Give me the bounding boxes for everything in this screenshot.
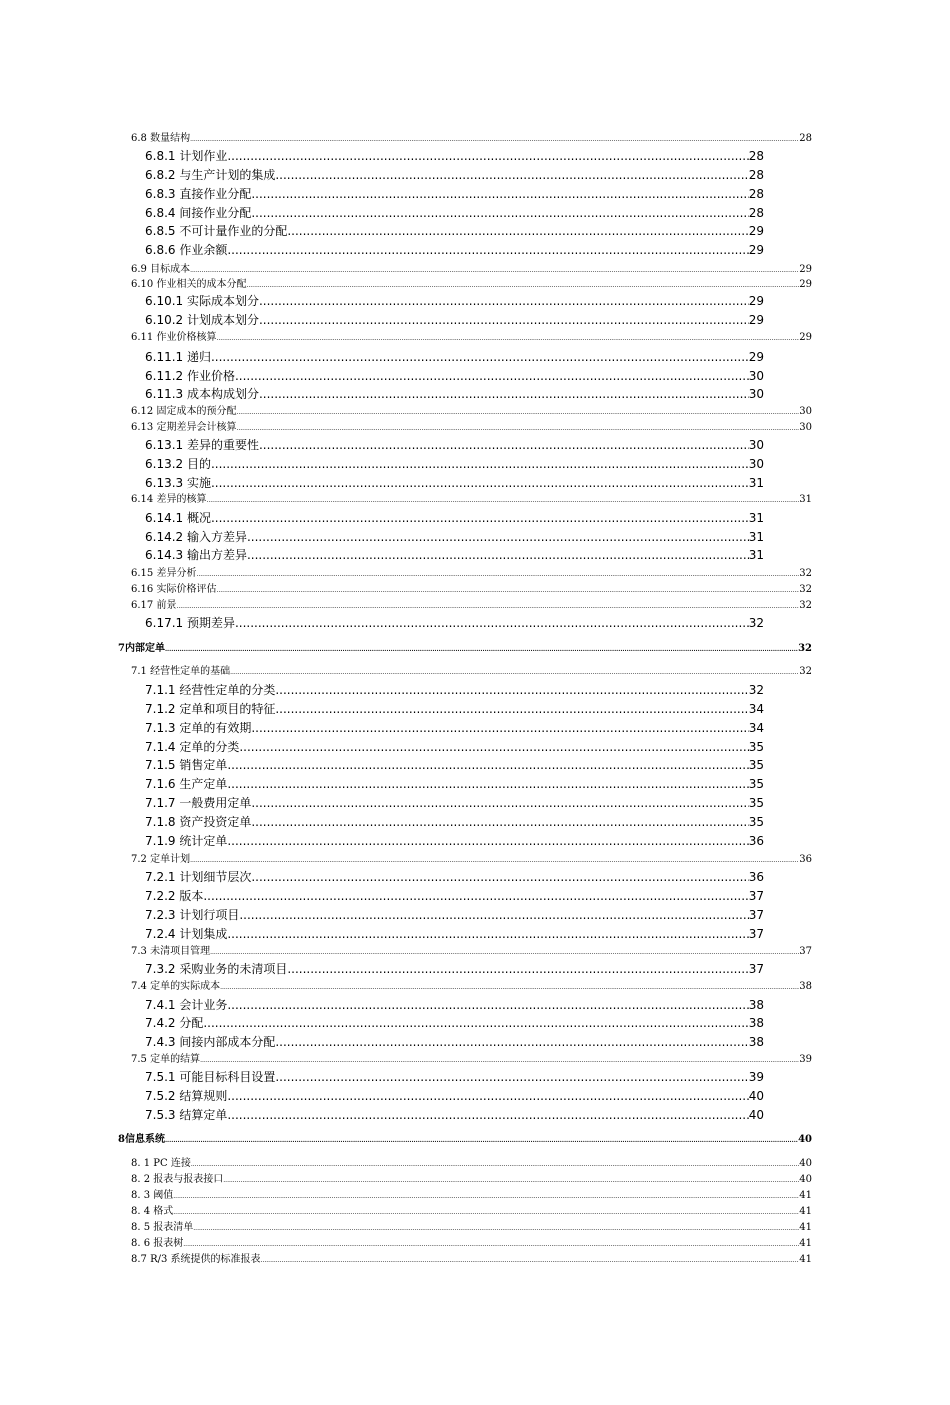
toc-dot-leader xyxy=(251,813,748,832)
toc-page-number: 40 xyxy=(799,1158,812,1169)
toc-subsection[interactable] xyxy=(145,185,764,204)
toc-page-number: 37 xyxy=(748,927,764,941)
toc-subsection[interactable] xyxy=(145,813,764,832)
toc-page-number: 32 xyxy=(799,600,812,611)
toc-dot-leader xyxy=(227,1106,748,1125)
toc-entry-title: 6.8.6 作业余额 xyxy=(145,243,228,257)
toc-section[interactable] xyxy=(131,277,812,292)
toc-dot-leader xyxy=(287,222,748,241)
toc-entry-title: 7.5.1 可能目标科目设置 xyxy=(145,1070,276,1084)
toc-subsection[interactable] xyxy=(145,546,764,565)
toc-subsection[interactable] xyxy=(145,1068,764,1087)
toc-subsection[interactable] xyxy=(145,614,764,633)
toc-entry-title: 6.15 差异分析 xyxy=(131,568,197,579)
toc-page-number: 39 xyxy=(748,1070,764,1084)
toc-entry-title: 6.10.1 实际成本划分 xyxy=(145,294,259,308)
toc-entry-title: 7.4.3 间接内部成本分配 xyxy=(145,1035,276,1049)
toc-section[interactable] xyxy=(131,582,812,597)
toc-page-number: 38 xyxy=(748,1035,764,1049)
toc-entry-title: 7.1.2 定单和项目的特征 xyxy=(145,702,276,716)
toc-subsection[interactable] xyxy=(145,832,764,851)
toc-page-number: 29 xyxy=(748,350,764,364)
toc-entry-title: 6.8.1 计划作业 xyxy=(145,149,228,163)
toc-dot-leader xyxy=(190,132,799,146)
toc-page-number: 38 xyxy=(799,981,812,992)
toc-page-number: 29 xyxy=(748,313,764,327)
toc-entry-title: 6.14 差异的核算 xyxy=(131,494,207,505)
toc-entry-title: 8. 5 报表清单 xyxy=(131,1222,194,1233)
toc-page-number: 29 xyxy=(799,279,812,290)
toc-page-number: 30 xyxy=(748,387,764,401)
toc-entry-title: 6.14.2 输入方差异 xyxy=(145,530,247,544)
toc-dot-leader xyxy=(190,263,799,277)
toc-entry-title: 8. 6 报表树 xyxy=(131,1238,184,1249)
toc-dot-leader xyxy=(227,147,748,166)
toc-entry-title: 7.5.2 结算规则 xyxy=(145,1089,228,1103)
toc-dot-leader xyxy=(275,166,748,185)
toc-chapter-number: 7 xyxy=(118,643,125,654)
toc-dot-leader xyxy=(275,681,748,700)
toc-page-number: 40 xyxy=(748,1108,764,1122)
toc-dot-leader xyxy=(235,367,749,386)
toc-entry-title: 6.8 数量结构 xyxy=(131,133,191,144)
toc-entry-title: 6.8.2 与生产计划的集成 xyxy=(145,168,276,182)
toc-dot-leader xyxy=(259,292,749,311)
toc-dot-leader xyxy=(193,1221,799,1235)
toc-page-number: 29 xyxy=(748,224,764,238)
toc-page-number: 39 xyxy=(799,1054,812,1065)
toc-entry-title: 7.1.7 一般费用定单 xyxy=(145,796,252,810)
toc-subsection[interactable] xyxy=(145,756,764,775)
toc-page-number: 41 xyxy=(799,1238,812,1249)
toc-dot-leader xyxy=(236,405,799,419)
toc-subsection[interactable] xyxy=(145,1033,764,1052)
toc-entry-title: 6.13.3 实施 xyxy=(145,476,211,490)
toc-page-number: 32 xyxy=(799,568,812,579)
toc-page-number: 34 xyxy=(748,721,764,735)
toc-page-number: 29 xyxy=(799,332,812,343)
toc-entry-title: 6.8.3 直接作业分配 xyxy=(145,187,252,201)
toc-dot-leader xyxy=(216,583,799,597)
toc-subsection[interactable] xyxy=(145,925,764,944)
toc-entry-title: 7.2.3 计划行项目 xyxy=(145,908,240,922)
toc-chapter-number: 8 xyxy=(118,1134,125,1145)
toc-subsection[interactable] xyxy=(145,436,764,455)
toc-entry-title: 6.11 作业价格核算 xyxy=(131,332,217,343)
toc-page-number: 31 xyxy=(748,548,764,562)
toc-entry-title: 6.11.2 作业价格 xyxy=(145,369,235,383)
toc-section[interactable] xyxy=(131,131,812,146)
toc-page-number: 31 xyxy=(799,494,812,505)
toc-dot-leader xyxy=(239,738,748,757)
toc-page-number: 32 xyxy=(799,666,812,677)
toc-section[interactable] xyxy=(131,1188,812,1203)
toc-subsection[interactable] xyxy=(145,222,764,241)
toc-dot-leader xyxy=(227,241,748,260)
toc-dot-leader xyxy=(200,1053,799,1067)
toc-entry-title: 7.4 定单的实际成本 xyxy=(131,981,221,992)
toc-page-number: 35 xyxy=(748,758,764,772)
toc-entry-title: 7.1.6 生产定单 xyxy=(145,777,228,791)
toc-entry-title: 8. 3 阈值 xyxy=(131,1190,174,1201)
toc-entry-title: 6.11.3 成本构成划分 xyxy=(145,387,259,401)
toc-entry-title: 7.2 定单计划 xyxy=(131,854,191,865)
toc-dot-leader xyxy=(227,756,748,775)
toc-dot-leader xyxy=(259,311,749,330)
toc-subsection[interactable] xyxy=(145,348,764,367)
toc-subsection[interactable] xyxy=(145,311,764,330)
toc-page-number: 40 xyxy=(748,1089,764,1103)
toc-page-number: 28 xyxy=(748,206,764,220)
toc-dot-leader xyxy=(246,278,799,292)
toc-entry-title: 7.3.2 采购业务的未清项目 xyxy=(145,962,288,976)
toc-subsection[interactable] xyxy=(145,204,764,223)
toc-entry-title: 7.2.4 计划集成 xyxy=(145,927,228,941)
toc-dot-leader xyxy=(211,348,749,367)
toc-dot-leader xyxy=(275,1033,748,1052)
toc-page-number: 32 xyxy=(748,683,764,697)
toc-dot-leader xyxy=(227,832,748,851)
toc-subsection[interactable] xyxy=(145,367,764,386)
toc-dot-leader xyxy=(203,887,748,906)
toc-dot-leader xyxy=(203,1014,748,1033)
toc-dot-leader xyxy=(223,1173,799,1187)
toc-subsection[interactable] xyxy=(145,996,764,1015)
toc-section[interactable] xyxy=(131,979,812,994)
toc-entry-title: 6.13.1 差异的重要性 xyxy=(145,438,259,452)
toc-subsection[interactable] xyxy=(145,292,764,311)
toc-section[interactable] xyxy=(131,330,812,345)
toc-entry-title: 7.2.1 计划细节层次 xyxy=(145,870,252,884)
toc-dot-leader xyxy=(165,1133,798,1148)
toc-subsection[interactable] xyxy=(145,681,764,700)
toc-dot-leader xyxy=(251,185,748,204)
toc-section[interactable] xyxy=(131,598,812,613)
toc-section[interactable] xyxy=(131,1220,812,1235)
toc-page-number: 32 xyxy=(748,616,764,630)
toc-dot-leader xyxy=(173,1189,799,1203)
toc-entry-title: 信息系统 xyxy=(124,1134,165,1145)
toc-entry-title: 6.13.2 目的 xyxy=(145,457,211,471)
toc-page-number: 30 xyxy=(748,457,764,471)
toc-page-number: 30 xyxy=(799,406,812,417)
toc-subsection[interactable] xyxy=(145,960,764,979)
toc-dot-leader xyxy=(227,775,748,794)
toc-page-number: 28 xyxy=(748,187,764,201)
toc-entry-title: 6.17 前景 xyxy=(131,600,177,611)
toc-section[interactable] xyxy=(131,1236,812,1251)
toc-subsection[interactable] xyxy=(145,775,764,794)
toc-dot-leader xyxy=(206,493,799,507)
toc-entry-title: 8. 2 报表与报表接口 xyxy=(131,1174,224,1185)
toc-page-number: 37 xyxy=(748,962,764,976)
toc-dot-leader xyxy=(239,906,748,925)
toc-page-number: 30 xyxy=(799,422,812,433)
toc-dot-leader xyxy=(261,1253,800,1267)
toc-page-number: 40 xyxy=(799,1174,812,1185)
toc-page-number: 36 xyxy=(748,870,764,884)
toc-dot-leader xyxy=(251,794,748,813)
toc-page-number: 31 xyxy=(748,511,764,525)
toc-chapter[interactable] xyxy=(118,1132,812,1148)
toc-page-number: 30 xyxy=(748,438,764,452)
toc-page-number: 28 xyxy=(748,168,764,182)
toc-page-number: 29 xyxy=(799,264,812,275)
toc-dot-leader xyxy=(259,385,749,404)
toc-dot-leader xyxy=(173,1205,799,1219)
toc-entry-title: 7.3 未清项目管理 xyxy=(131,946,211,957)
toc-page-number: 31 xyxy=(748,530,764,544)
toc-subsection[interactable] xyxy=(145,1087,764,1106)
toc-dot-leader xyxy=(227,925,748,944)
toc-entry-title: 6.17.1 预期差异 xyxy=(145,616,235,630)
toc-subsection[interactable] xyxy=(145,166,764,185)
toc-page-number: 37 xyxy=(799,946,812,957)
toc-dot-leader xyxy=(191,1157,799,1171)
toc-dot-leader xyxy=(275,1068,748,1087)
toc-section[interactable] xyxy=(131,1156,812,1171)
toc-subsection[interactable] xyxy=(145,868,764,887)
toc-entry-title: 7.5 定单的结算 xyxy=(131,1054,201,1065)
toc-dot-leader xyxy=(165,642,798,657)
toc-page-number: 41 xyxy=(799,1206,812,1217)
toc-page-number: 28 xyxy=(748,149,764,163)
toc-dot-leader xyxy=(190,853,799,867)
toc-page-number: 38 xyxy=(748,998,764,1012)
toc-dot-leader xyxy=(251,204,748,223)
toc-entry-title: 6.8.5 不可计量作业的分配 xyxy=(145,224,288,238)
toc-dot-leader xyxy=(210,945,799,959)
toc-section[interactable] xyxy=(131,492,812,507)
toc-dot-leader xyxy=(227,1087,748,1106)
toc-dot-leader xyxy=(247,546,749,565)
toc-subsection[interactable] xyxy=(145,719,764,738)
toc-dot-leader xyxy=(220,980,799,994)
toc-entry-title: 6.10.2 计划成本划分 xyxy=(145,313,259,327)
toc-entry-title: 6.14.1 概况 xyxy=(145,511,211,525)
toc-page-number: 29 xyxy=(748,243,764,257)
toc-entry-title: 6.14.3 输出方差异 xyxy=(145,548,247,562)
toc-section[interactable] xyxy=(131,1172,812,1187)
toc-dot-leader xyxy=(216,331,799,345)
toc-page-number: 34 xyxy=(748,702,764,716)
toc-section[interactable] xyxy=(131,262,812,277)
toc-section[interactable] xyxy=(131,1204,812,1219)
toc-page-number: 41 xyxy=(799,1254,812,1265)
toc-subsection[interactable] xyxy=(145,700,764,719)
toc-subsection[interactable] xyxy=(145,738,764,757)
toc-page-number: 28 xyxy=(799,133,812,144)
toc-dot-leader xyxy=(251,719,748,738)
toc-entry-title: 6.8.4 间接作业分配 xyxy=(145,206,252,220)
toc-page-number: 36 xyxy=(748,834,764,848)
toc-page-number: 32 xyxy=(799,584,812,595)
toc-dot-leader xyxy=(251,868,748,887)
toc-page-number: 37 xyxy=(748,889,764,903)
toc-page-number: 35 xyxy=(748,815,764,829)
toc-page-number: 35 xyxy=(748,777,764,791)
toc-entry-title: 7.5.3 结算定单 xyxy=(145,1108,228,1122)
toc-entry-title: 6.12 固定成本的预分配 xyxy=(131,406,237,417)
toc-subsection[interactable] xyxy=(145,1014,764,1033)
toc-chapter[interactable] xyxy=(118,641,812,657)
toc-dot-leader xyxy=(275,700,748,719)
toc-subsection[interactable] xyxy=(145,887,764,906)
toc-entry-title: 7.4.2 分配 xyxy=(145,1016,204,1030)
toc-entry-title: 7.4.1 会计业务 xyxy=(145,998,228,1012)
toc-subsection[interactable] xyxy=(145,794,764,813)
toc-page-number: 36 xyxy=(799,854,812,865)
toc-page-number: 31 xyxy=(748,476,764,490)
toc-section[interactable] xyxy=(131,1252,812,1267)
toc-entry-title: 6.9 目标成本 xyxy=(131,264,191,275)
toc-page-number: 41 xyxy=(799,1222,812,1233)
toc-entry-title: 7.1.8 资产投资定单 xyxy=(145,815,252,829)
toc-page-number: 38 xyxy=(748,1016,764,1030)
toc-section[interactable] xyxy=(131,664,812,679)
toc-page-number: 30 xyxy=(748,369,764,383)
toc-entry-title: 7.1.4 定单的分类 xyxy=(145,740,240,754)
toc-page-number: 35 xyxy=(748,796,764,810)
toc-entry-title: 6.13 定期差异会计核算 xyxy=(131,422,237,433)
toc-dot-leader xyxy=(287,960,748,979)
toc-entry-title: 6.11.1 递归 xyxy=(145,350,211,364)
toc-entry-title: 7.1.9 统计定单 xyxy=(145,834,228,848)
toc-dot-leader xyxy=(176,599,799,613)
toc-entry-title: 7.1.5 销售定单 xyxy=(145,758,228,772)
toc-entry-title: 8. 4 格式 xyxy=(131,1206,174,1217)
toc-page-number: 41 xyxy=(799,1190,812,1201)
toc-page-number: 40 xyxy=(798,1134,812,1145)
toc-dot-leader xyxy=(196,567,799,581)
toc-dot-leader xyxy=(236,421,799,435)
toc-entry-title: 7.1.3 定单的有效期 xyxy=(145,721,252,735)
toc-dot-leader xyxy=(230,665,799,679)
toc-dot-leader xyxy=(227,996,748,1015)
toc-entry-title: 7.2.2 版本 xyxy=(145,889,204,903)
toc-page-number: 29 xyxy=(748,294,764,308)
toc-entry-title: 6.16 实际价格评估 xyxy=(131,584,217,595)
toc-entry-title: 8. 1 PC 连接 xyxy=(131,1158,191,1169)
toc-dot-leader xyxy=(247,528,749,547)
toc-section[interactable] xyxy=(131,944,812,959)
toc-section[interactable] xyxy=(131,566,812,581)
toc-page-number: 32 xyxy=(798,643,812,654)
toc-entry-title: 8.7 R/3 系统提供的标准报表 xyxy=(131,1254,261,1265)
toc-entry-title: 7.1.1 经营性定单的分类 xyxy=(145,683,276,697)
toc-dot-leader xyxy=(211,474,749,493)
toc-subsection[interactable] xyxy=(145,509,764,528)
toc-section[interactable] xyxy=(131,852,812,867)
toc-dot-leader xyxy=(211,509,749,528)
toc-subsection[interactable] xyxy=(145,147,764,166)
toc-section[interactable] xyxy=(131,420,812,435)
toc-section[interactable] xyxy=(131,404,812,419)
toc-entry-title: 6.10 作业相关的成本分配 xyxy=(131,279,247,290)
toc-subsection[interactable] xyxy=(145,385,764,404)
toc-entry-title: 内部定单 xyxy=(124,643,165,654)
toc-subsection[interactable] xyxy=(145,906,764,925)
toc-page-number: 37 xyxy=(748,908,764,922)
toc-subsection[interactable] xyxy=(145,474,764,493)
toc-dot-leader xyxy=(235,614,749,633)
toc-dot-leader xyxy=(259,436,749,455)
toc-page-number: 35 xyxy=(748,740,764,754)
toc-entry-title: 7.1 经营性定单的基础 xyxy=(131,666,231,677)
toc-subsection[interactable] xyxy=(145,241,764,260)
toc-subsection[interactable] xyxy=(145,1106,764,1125)
toc-dot-leader xyxy=(211,455,749,474)
toc-section[interactable] xyxy=(131,1052,812,1067)
toc-subsection[interactable] xyxy=(145,455,764,474)
toc-dot-leader xyxy=(183,1237,799,1251)
toc-subsection[interactable] xyxy=(145,528,764,547)
